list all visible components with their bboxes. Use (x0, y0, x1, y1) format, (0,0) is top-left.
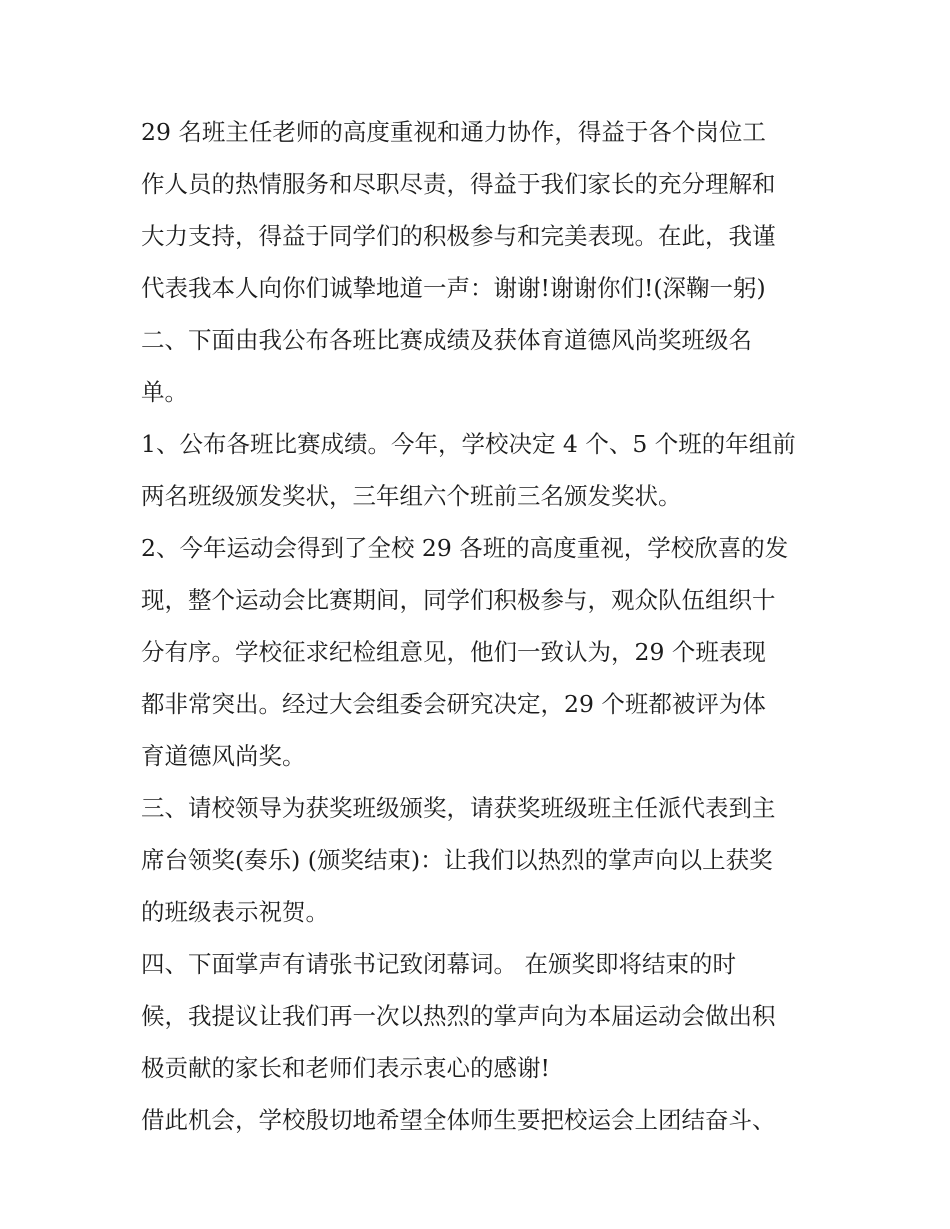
text-line: 代表我本人向你们诚挚地道一声：谢谢!谢谢你们!(深鞠一躬) (141, 274, 766, 302)
text-line: 借此机会，学校殷切地希望全体师生要把校运会上团结奋斗、 (141, 1106, 776, 1134)
text-line: 作人员的热情服务和尽职尽责，得益于我们家长的充分理解和 (141, 170, 776, 198)
text-line: 都非常突出。经过大会组委会研究决定，29 个班都被评为体 (141, 690, 766, 718)
text-line: 现，整个运动会比赛期间，同学们积极参与，观众队伍组织十 (141, 586, 776, 614)
document-body (141, 106, 821, 1146)
text-line: 席台领奖(奏乐) (颁奖结束)：让我们以热烈的掌声向以上获奖 (141, 846, 773, 874)
text-line: 两名班级颁发奖状，三年组六个班前三名颁发奖状。 (141, 482, 682, 510)
text-line: 育道德风尚奖。 (141, 742, 306, 770)
text-line: 的班级表示祝贺。 (141, 898, 329, 926)
text-line: 29 名班主任老师的高度重视和通力协作，得益于各个岗位工 (141, 118, 766, 146)
text-line: 分有序。学校征求纪检组意见，他们一致认为，29 个班表现 (141, 638, 766, 666)
text-line: 极贡献的家长和老师们表示衷心的感谢! (141, 1054, 550, 1082)
list-item-2: 2、今年运动会得到了全校 29 各班的高度重视，学校欣喜的发 (141, 534, 789, 562)
section-heading-2: 二、下面由我公布各班比赛成绩及获体育道德风尚奖班级名 (141, 326, 752, 354)
text-line: 单。 (141, 378, 188, 406)
section-heading-4: 四、下面掌声有请张书记致闭幕词。 在颁奖即将结束的时 (141, 950, 736, 978)
section-heading-3: 三、请校领导为获奖班级颁奖，请获奖班级班主任派代表到主 (141, 794, 776, 822)
text-line: 大力支持，得益于同学们的积极参与和完美表现。在此，我谨 (141, 222, 776, 250)
text-line: 候，我提议让我们再一次以热烈的掌声向为本届运动会做出积 (141, 1002, 776, 1030)
list-item-1: 1、公布各班比赛成绩。今年，学校决定 4 个、5 个班的年组前 (141, 430, 796, 458)
